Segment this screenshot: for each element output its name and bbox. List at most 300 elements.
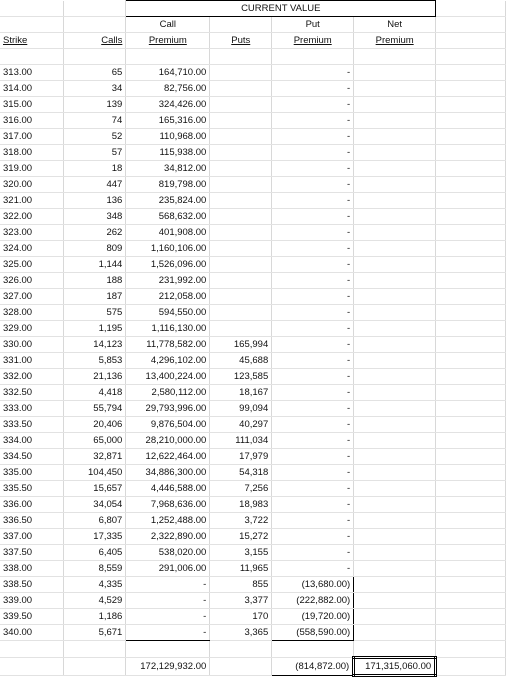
call-premium-cell[interactable]: 212,058.00 — [126, 289, 210, 305]
net-premium-cell[interactable] — [354, 545, 436, 561]
net-premium-cell[interactable] — [354, 561, 436, 577]
net-premium-cell[interactable] — [354, 177, 436, 193]
call-premium-cell[interactable]: 2,322,890.00 — [126, 529, 210, 545]
call-premium-cell[interactable]: - — [126, 609, 210, 625]
table-row — [0, 609, 506, 625]
strike-cell[interactable]: 319.00 — [0, 161, 64, 177]
empty-cell[interactable] — [436, 161, 506, 177]
empty-cell[interactable] — [436, 449, 506, 465]
calls-cell[interactable]: 575 — [64, 305, 126, 321]
puts-cell[interactable]: 17,979 — [210, 449, 272, 465]
net-premium-cell[interactable] — [354, 337, 436, 353]
call-premium-cell[interactable]: 1,252,488.00 — [126, 513, 210, 529]
call-premium-cell[interactable]: 819,798.00 — [126, 177, 210, 193]
puts-cell[interactable]: 99,094 — [210, 401, 272, 417]
strike-cell[interactable]: 325.00 — [0, 257, 64, 273]
puts-cell[interactable]: 111,034 — [210, 433, 272, 449]
put-premium-cell[interactable]: - — [272, 321, 354, 337]
call-premium-cell[interactable]: 7,968,636.00 — [126, 497, 210, 513]
net-premium-cell[interactable] — [354, 305, 436, 321]
empty-cell[interactable] — [210, 658, 272, 676]
calls-cell[interactable]: 5,853 — [64, 353, 126, 369]
net-premium-cell[interactable] — [354, 385, 436, 401]
empty-cell[interactable] — [436, 513, 506, 529]
table-row — [0, 401, 506, 417]
empty-cell[interactable] — [436, 369, 506, 385]
put-premium-cell[interactable]: - — [272, 113, 354, 129]
put-premium-cell[interactable]: - — [272, 241, 354, 257]
put-premium-cell[interactable]: (13,680.00) — [272, 577, 354, 593]
empty-cell[interactable] — [436, 113, 506, 129]
empty-cell[interactable] — [436, 658, 506, 676]
puts-header[interactable]: Puts — [231, 34, 251, 46]
puts-cell[interactable] — [210, 145, 272, 161]
table-row — [0, 129, 506, 145]
calls-cell[interactable]: 34 — [64, 81, 126, 97]
call-premium-cell[interactable]: 2,580,112.00 — [126, 385, 210, 401]
strike-cell[interactable]: 313.00 — [0, 65, 64, 81]
calls-cell[interactable]: 4,529 — [64, 593, 126, 609]
empty-cell[interactable] — [436, 225, 506, 241]
empty-cell[interactable] — [0, 658, 64, 676]
call-premium-cell[interactable]: 1,526,096.00 — [126, 257, 210, 273]
puts-cell[interactable] — [210, 177, 272, 193]
strike-cell[interactable]: 335.50 — [0, 481, 64, 497]
net-premium-cell[interactable] — [354, 97, 436, 113]
net-premium-cell[interactable] — [354, 401, 436, 417]
table-row — [0, 177, 506, 193]
table-row — [0, 321, 506, 337]
put-premium-cell[interactable]: - — [272, 193, 354, 209]
call-premium-cell[interactable]: 29,793,996.00 — [126, 401, 210, 417]
calls-cell[interactable]: 4,335 — [64, 577, 126, 593]
empty-cell[interactable] — [436, 561, 506, 577]
put-premium-cell[interactable]: - — [272, 81, 354, 97]
empty-cell[interactable] — [436, 385, 506, 401]
puts-cell[interactable]: 3,365 — [210, 625, 272, 641]
calls-cell[interactable]: 262 — [64, 225, 126, 241]
calls-cell[interactable]: 447 — [64, 177, 126, 193]
puts-cell[interactable] — [210, 321, 272, 337]
table-row — [0, 337, 506, 353]
strike-cell[interactable]: 335.00 — [0, 465, 64, 481]
puts-cell[interactable] — [210, 305, 272, 321]
table-row — [0, 449, 506, 465]
table-row — [0, 593, 506, 609]
put-premium-cell[interactable]: - — [272, 97, 354, 113]
empty-cell[interactable] — [436, 401, 506, 417]
put-premium-cell[interactable]: - — [272, 401, 354, 417]
strike-cell[interactable]: 327.00 — [0, 289, 64, 305]
net-premium-cell[interactable] — [354, 289, 436, 305]
puts-cell[interactable]: 54,318 — [210, 465, 272, 481]
call-premium-cell[interactable]: 4,446,588.00 — [126, 481, 210, 497]
totals-row — [0, 658, 506, 676]
empty-cell[interactable] — [64, 658, 126, 676]
net-premium-cell[interactable] — [354, 145, 436, 161]
header-row-3 — [0, 33, 506, 49]
call-premium-cell[interactable]: 1,160,106.00 — [126, 241, 210, 257]
empty-cell[interactable] — [436, 145, 506, 161]
empty-cell[interactable] — [436, 417, 506, 433]
net-premium-cell[interactable] — [354, 113, 436, 129]
net-premium-cell[interactable] — [354, 577, 436, 593]
calls-cell[interactable]: 8,559 — [64, 561, 126, 577]
call-premium-cell[interactable]: 291,006.00 — [126, 561, 210, 577]
empty-cell[interactable] — [436, 321, 506, 337]
put-premium-cell[interactable]: - — [272, 209, 354, 225]
puts-cell[interactable]: 3,155 — [210, 545, 272, 561]
put-premium-cell[interactable]: - — [272, 257, 354, 273]
puts-cell[interactable]: 855 — [210, 577, 272, 593]
empty-cell[interactable] — [436, 193, 506, 209]
calls-cell[interactable]: 52 — [64, 129, 126, 145]
empty-cell[interactable] — [436, 257, 506, 273]
net-premium-cell[interactable] — [354, 161, 436, 177]
puts-cell[interactable]: 170 — [210, 609, 272, 625]
empty-cell[interactable] — [436, 273, 506, 289]
put-premium-cell[interactable]: - — [272, 145, 354, 161]
net-premium-cell[interactable] — [354, 593, 436, 609]
call-premium-cell[interactable]: 34,812.00 — [126, 161, 210, 177]
puts-cell[interactable]: 7,256 — [210, 481, 272, 497]
puts-cell[interactable]: 40,297 — [210, 417, 272, 433]
strike-cell[interactable]: 337.50 — [0, 545, 64, 561]
empty-cell[interactable] — [436, 337, 506, 353]
put-premium-cell[interactable]: - — [272, 337, 354, 353]
puts-cell[interactable]: 15,272 — [210, 529, 272, 545]
put-premium-cell[interactable]: - — [272, 529, 354, 545]
net-premium-cell[interactable] — [354, 273, 436, 289]
net-premium-total[interactable]: 171,315,060.00 — [354, 658, 436, 676]
net-premium-cell[interactable] — [354, 241, 436, 257]
table-row — [0, 545, 506, 561]
table-row — [0, 145, 506, 161]
calls-cell[interactable]: 15,657 — [64, 481, 126, 497]
empty-cell[interactable] — [436, 65, 506, 81]
net-premium-cell[interactable] — [354, 513, 436, 529]
net-premium-header-top[interactable]: Net — [354, 17, 436, 33]
puts-cell[interactable] — [210, 257, 272, 273]
table-row — [0, 241, 506, 257]
table-row — [0, 113, 506, 129]
calls-cell[interactable]: 4,418 — [64, 385, 126, 401]
strike-cell[interactable]: 320.00 — [0, 177, 64, 193]
call-premium-cell[interactable]: 12,622,464.00 — [126, 449, 210, 465]
empty-cell[interactable] — [436, 289, 506, 305]
net-premium-cell[interactable] — [354, 353, 436, 369]
put-premium-cell[interactable]: - — [272, 177, 354, 193]
strike-cell[interactable]: 339.50 — [0, 609, 64, 625]
calls-cell[interactable]: 1,144 — [64, 257, 126, 273]
puts-cell[interactable] — [210, 81, 272, 97]
call-premium-cell[interactable]: 231,992.00 — [126, 273, 210, 289]
strike-cell[interactable]: 329.00 — [0, 321, 64, 337]
empty-cell[interactable] — [436, 433, 506, 449]
table-row — [0, 465, 506, 481]
calls-cell[interactable]: 34,054 — [64, 497, 126, 513]
table-row — [0, 513, 506, 529]
call-premium-cell[interactable]: 34,886,300.00 — [126, 465, 210, 481]
table-row — [0, 193, 506, 209]
calls-cell[interactable]: 55,794 — [64, 401, 126, 417]
put-premium-cell[interactable]: - — [272, 369, 354, 385]
strike-cell[interactable]: 330.00 — [0, 337, 64, 353]
put-premium-cell[interactable]: - — [272, 289, 354, 305]
put-premium-cell[interactable]: - — [272, 161, 354, 177]
empty-cell[interactable] — [436, 577, 506, 593]
put-premium-cell[interactable]: - — [272, 129, 354, 145]
put-premium-cell[interactable]: - — [272, 545, 354, 561]
empty-cell[interactable] — [436, 609, 506, 625]
strike-cell[interactable]: 318.00 — [0, 145, 64, 161]
puts-cell[interactable] — [210, 113, 272, 129]
empty-cell[interactable] — [436, 353, 506, 369]
put-premium-cell[interactable]: - — [272, 65, 354, 81]
call-premium-cell[interactable]: 1,116,130.00 — [126, 321, 210, 337]
empty-cell[interactable] — [436, 465, 506, 481]
strike-cell[interactable]: 316.00 — [0, 113, 64, 129]
strike-cell[interactable]: 317.00 — [0, 129, 64, 145]
strike-cell[interactable]: 314.00 — [0, 81, 64, 97]
empty-cell[interactable] — [436, 545, 506, 561]
calls-cell[interactable]: 65 — [64, 65, 126, 81]
calls-cell[interactable]: 187 — [64, 289, 126, 305]
net-premium-cell[interactable] — [354, 129, 436, 145]
empty-cell[interactable] — [436, 497, 506, 513]
call-premium-cell[interactable]: - — [126, 625, 210, 641]
call-premium-cell[interactable]: 324,426.00 — [126, 97, 210, 113]
puts-cell[interactable]: 3,377 — [210, 593, 272, 609]
net-premium-header[interactable]: Premium — [375, 34, 414, 46]
put-premium-cell[interactable]: - — [272, 273, 354, 289]
call-premium-cell[interactable]: 235,824.00 — [126, 193, 210, 209]
puts-cell[interactable]: 18,983 — [210, 497, 272, 513]
call-premium-cell[interactable]: 4,296,102.00 — [126, 353, 210, 369]
empty-cell[interactable] — [436, 305, 506, 321]
puts-cell[interactable] — [210, 225, 272, 241]
put-premium-cell[interactable]: - — [272, 449, 354, 465]
puts-cell[interactable] — [210, 241, 272, 257]
strike-cell[interactable]: 337.00 — [0, 529, 64, 545]
strike-cell[interactable]: 333.50 — [0, 417, 64, 433]
strike-cell[interactable]: 331.00 — [0, 353, 64, 369]
call-premium-cell[interactable]: 9,876,504.00 — [126, 417, 210, 433]
strike-cell[interactable]: 339.00 — [0, 593, 64, 609]
call-premium-cell[interactable]: 594,550.00 — [126, 305, 210, 321]
table-row — [0, 289, 506, 305]
puts-cell[interactable]: 123,585 — [210, 369, 272, 385]
call-premium-cell[interactable]: 538,020.00 — [126, 545, 210, 561]
empty-cell[interactable] — [436, 593, 506, 609]
put-premium-cell[interactable]: (558,590.00) — [272, 625, 354, 641]
put-premium-cell[interactable]: - — [272, 465, 354, 481]
net-premium-cell[interactable] — [354, 433, 436, 449]
put-premium-cell[interactable]: - — [272, 417, 354, 433]
calls-cell[interactable]: 136 — [64, 193, 126, 209]
table-row — [0, 481, 506, 497]
calls-cell[interactable]: 1,186 — [64, 609, 126, 625]
spacer-row — [0, 641, 506, 658]
call-premium-cell[interactable]: 164,710.00 — [126, 65, 210, 81]
calls-header[interactable]: Calls — [101, 34, 123, 46]
net-premium-cell[interactable] — [354, 481, 436, 497]
strike-cell[interactable]: 315.00 — [0, 97, 64, 113]
puts-cell[interactable]: 45,688 — [210, 353, 272, 369]
call-premium-cell[interactable]: 401,908.00 — [126, 225, 210, 241]
calls-cell[interactable]: 5,671 — [64, 625, 126, 641]
call-premium-header[interactable]: Premium — [148, 34, 187, 46]
calls-cell[interactable]: 139 — [64, 97, 126, 113]
table-row — [0, 97, 506, 113]
puts-cell[interactable]: 3,722 — [210, 513, 272, 529]
table-row — [0, 369, 506, 385]
strike-cell[interactable]: 334.00 — [0, 433, 64, 449]
call-premium-header-top[interactable]: Call — [126, 17, 210, 33]
empty-cell[interactable] — [436, 209, 506, 225]
strike-cell[interactable]: 338.50 — [0, 577, 64, 593]
strike-cell[interactable]: 336.50 — [0, 513, 64, 529]
put-premium-cell[interactable]: (19,720.00) — [272, 609, 354, 625]
calls-cell[interactable]: 20,406 — [64, 417, 126, 433]
net-premium-cell[interactable] — [354, 65, 436, 81]
net-premium-cell[interactable] — [354, 193, 436, 209]
calls-cell[interactable]: 6,405 — [64, 545, 126, 561]
table-row — [0, 273, 506, 289]
call-premium-cell[interactable]: 165,316.00 — [126, 113, 210, 129]
table-row — [0, 385, 506, 401]
put-premium-cell[interactable]: - — [272, 225, 354, 241]
call-premium-cell[interactable]: 568,632.00 — [126, 209, 210, 225]
calls-cell[interactable]: 6,807 — [64, 513, 126, 529]
put-premium-cell[interactable]: - — [272, 385, 354, 401]
puts-cell[interactable] — [210, 65, 272, 81]
puts-cell[interactable] — [210, 209, 272, 225]
calls-cell[interactable]: 348 — [64, 209, 126, 225]
call-premium-cell[interactable]: - — [126, 577, 210, 593]
put-premium-cell[interactable]: - — [272, 497, 354, 513]
table-row — [0, 81, 506, 97]
call-premium-cell[interactable]: 115,938.00 — [126, 145, 210, 161]
calls-cell[interactable]: 18 — [64, 161, 126, 177]
strike-cell[interactable]: 332.00 — [0, 369, 64, 385]
put-premium-total[interactable]: (814,872.00) — [272, 658, 354, 676]
table-row — [0, 257, 506, 273]
put-premium-cell[interactable]: (222,882.00) — [272, 593, 354, 609]
call-premium-cell[interactable]: 110,968.00 — [126, 129, 210, 145]
strike-cell[interactable]: 324.00 — [0, 241, 64, 257]
puts-cell[interactable]: 11,965 — [210, 561, 272, 577]
puts-cell[interactable]: 18,167 — [210, 385, 272, 401]
call-premium-cell[interactable]: 13,400,224.00 — [126, 369, 210, 385]
current-value-header[interactable]: CURRENT VALUE — [126, 1, 436, 17]
strike-cell[interactable]: 334.50 — [0, 449, 64, 465]
put-premium-cell[interactable]: - — [272, 561, 354, 577]
puts-cell[interactable] — [210, 161, 272, 177]
table-row — [0, 497, 506, 513]
puts-cell[interactable] — [210, 273, 272, 289]
puts-cell[interactable] — [210, 97, 272, 113]
puts-cell[interactable] — [210, 193, 272, 209]
empty-cell[interactable] — [436, 129, 506, 145]
net-premium-cell[interactable] — [354, 449, 436, 465]
empty-cell[interactable] — [436, 177, 506, 193]
strike-cell[interactable]: 326.00 — [0, 273, 64, 289]
puts-cell[interactable] — [210, 129, 272, 145]
call-premium-total[interactable]: 172,129,932.00 — [126, 658, 210, 676]
header-row-2 — [0, 17, 506, 33]
put-premium-header[interactable]: Premium — [293, 34, 332, 46]
net-premium-cell[interactable] — [354, 321, 436, 337]
strike-cell[interactable]: 322.00 — [0, 209, 64, 225]
empty-cell[interactable] — [436, 81, 506, 97]
header-row-1 — [0, 1, 506, 17]
table-row — [0, 561, 506, 577]
calls-cell[interactable]: 57 — [64, 145, 126, 161]
strike-cell[interactable]: 333.00 — [0, 401, 64, 417]
strike-cell[interactable]: 332.50 — [0, 385, 64, 401]
net-premium-cell[interactable] — [354, 497, 436, 513]
net-premium-cell[interactable] — [354, 81, 436, 97]
calls-cell[interactable]: 188 — [64, 273, 126, 289]
net-premium-cell[interactable] — [354, 369, 436, 385]
empty-cell[interactable] — [436, 481, 506, 497]
strike-cell[interactable]: 321.00 — [0, 193, 64, 209]
call-premium-cell[interactable]: 28,210,000.00 — [126, 433, 210, 449]
strike-cell[interactable]: 340.00 — [0, 625, 64, 641]
table-row — [0, 65, 506, 81]
calls-cell[interactable]: 14,123 — [64, 337, 126, 353]
calls-cell[interactable]: 17,335 — [64, 529, 126, 545]
net-premium-cell[interactable] — [354, 465, 436, 481]
put-premium-cell[interactable]: - — [272, 513, 354, 529]
put-premium-cell[interactable]: - — [272, 433, 354, 449]
calls-cell[interactable]: 1,195 — [64, 321, 126, 337]
call-premium-cell[interactable]: 11,778,582.00 — [126, 337, 210, 353]
calls-cell[interactable]: 32,871 — [64, 449, 126, 465]
net-premium-cell[interactable] — [354, 257, 436, 273]
put-premium-header-top[interactable]: Put — [272, 17, 354, 33]
empty-cell[interactable] — [436, 97, 506, 113]
put-premium-cell[interactable]: - — [272, 305, 354, 321]
net-premium-cell[interactable] — [354, 209, 436, 225]
strike-cell[interactable]: 328.00 — [0, 305, 64, 321]
puts-cell[interactable]: 165,994 — [210, 337, 272, 353]
calls-cell[interactable]: 809 — [64, 241, 126, 257]
strike-cell[interactable]: 336.00 — [0, 497, 64, 513]
calls-cell[interactable]: 21,136 — [64, 369, 126, 385]
call-premium-cell[interactable]: 82,756.00 — [126, 81, 210, 97]
strike-cell[interactable]: 338.00 — [0, 561, 64, 577]
net-premium-cell[interactable] — [354, 609, 436, 625]
net-premium-cell[interactable] — [354, 225, 436, 241]
puts-cell[interactable] — [210, 289, 272, 305]
table-row — [0, 209, 506, 225]
strike-cell[interactable]: 323.00 — [0, 225, 64, 241]
strike-header[interactable]: Strike — [3, 34, 28, 46]
calls-cell[interactable]: 104,450 — [64, 465, 126, 481]
net-premium-cell[interactable] — [354, 529, 436, 545]
put-premium-cell[interactable]: - — [272, 481, 354, 497]
table-row — [0, 417, 506, 433]
call-premium-cell[interactable]: - — [126, 593, 210, 609]
empty-cell[interactable] — [436, 241, 506, 257]
calls-cell[interactable]: 74 — [64, 113, 126, 129]
empty-cell[interactable] — [436, 529, 506, 545]
net-premium-cell[interactable] — [354, 417, 436, 433]
calls-cell[interactable]: 65,000 — [64, 433, 126, 449]
put-premium-cell[interactable]: - — [272, 353, 354, 369]
